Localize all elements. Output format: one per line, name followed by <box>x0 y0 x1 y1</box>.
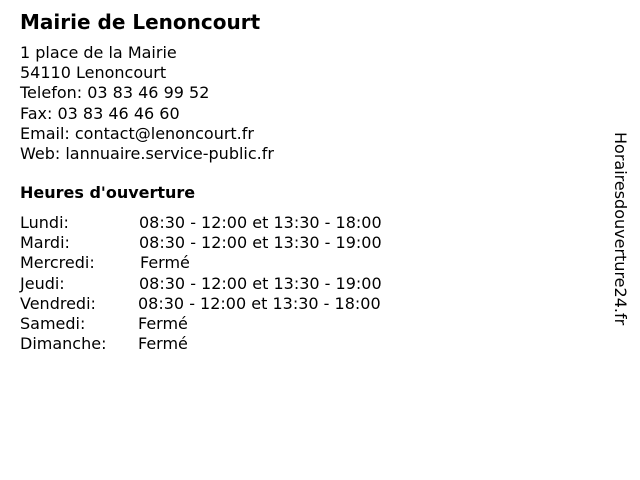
fax-number: Fax: 03 83 46 46 60 <box>20 103 180 123</box>
phone-number: Telefon: 03 83 46 99 52 <box>20 83 210 103</box>
page-title: Mairie de Lenoncourt <box>20 10 261 34</box>
hours-value: Fermé <box>140 253 190 273</box>
street-address: 1 place de la Mairie <box>20 43 177 62</box>
postal-city: 54110 Lenoncourt <box>20 63 167 83</box>
address-block <box>20 43 274 164</box>
hours-value: 08:30 - 12:00 et 13:30 - 18:00 <box>139 213 382 232</box>
site-watermark: Horairesdouverture24.fr <box>611 132 630 326</box>
day-label: Mardi: <box>20 233 70 253</box>
hours-value: 08:30 - 12:00 et 13:30 - 18:00 <box>138 293 381 313</box>
hours-value: Fermé <box>138 313 188 333</box>
hours-value: Fermé <box>138 334 188 354</box>
hours-value: 08:30 - 12:00 et 13:30 - 19:00 <box>139 273 382 293</box>
day-label: Vendredi: <box>20 293 96 313</box>
day-label: Dimanche: <box>20 334 107 354</box>
hours-heading: Heures d'ouverture <box>20 183 196 202</box>
website: Web: lannuaire.service-public.fr <box>20 144 274 164</box>
day-label: Samedi: <box>20 313 86 333</box>
hours-value: 08:30 - 12:00 et 13:30 - 19:00 <box>139 233 382 253</box>
day-label: Mercredi: <box>20 253 95 273</box>
day-label: Lundi: <box>20 213 69 232</box>
day-label: Jeudi: <box>20 273 65 293</box>
email-address: Email: contact@lenoncourt.fr <box>20 123 254 143</box>
